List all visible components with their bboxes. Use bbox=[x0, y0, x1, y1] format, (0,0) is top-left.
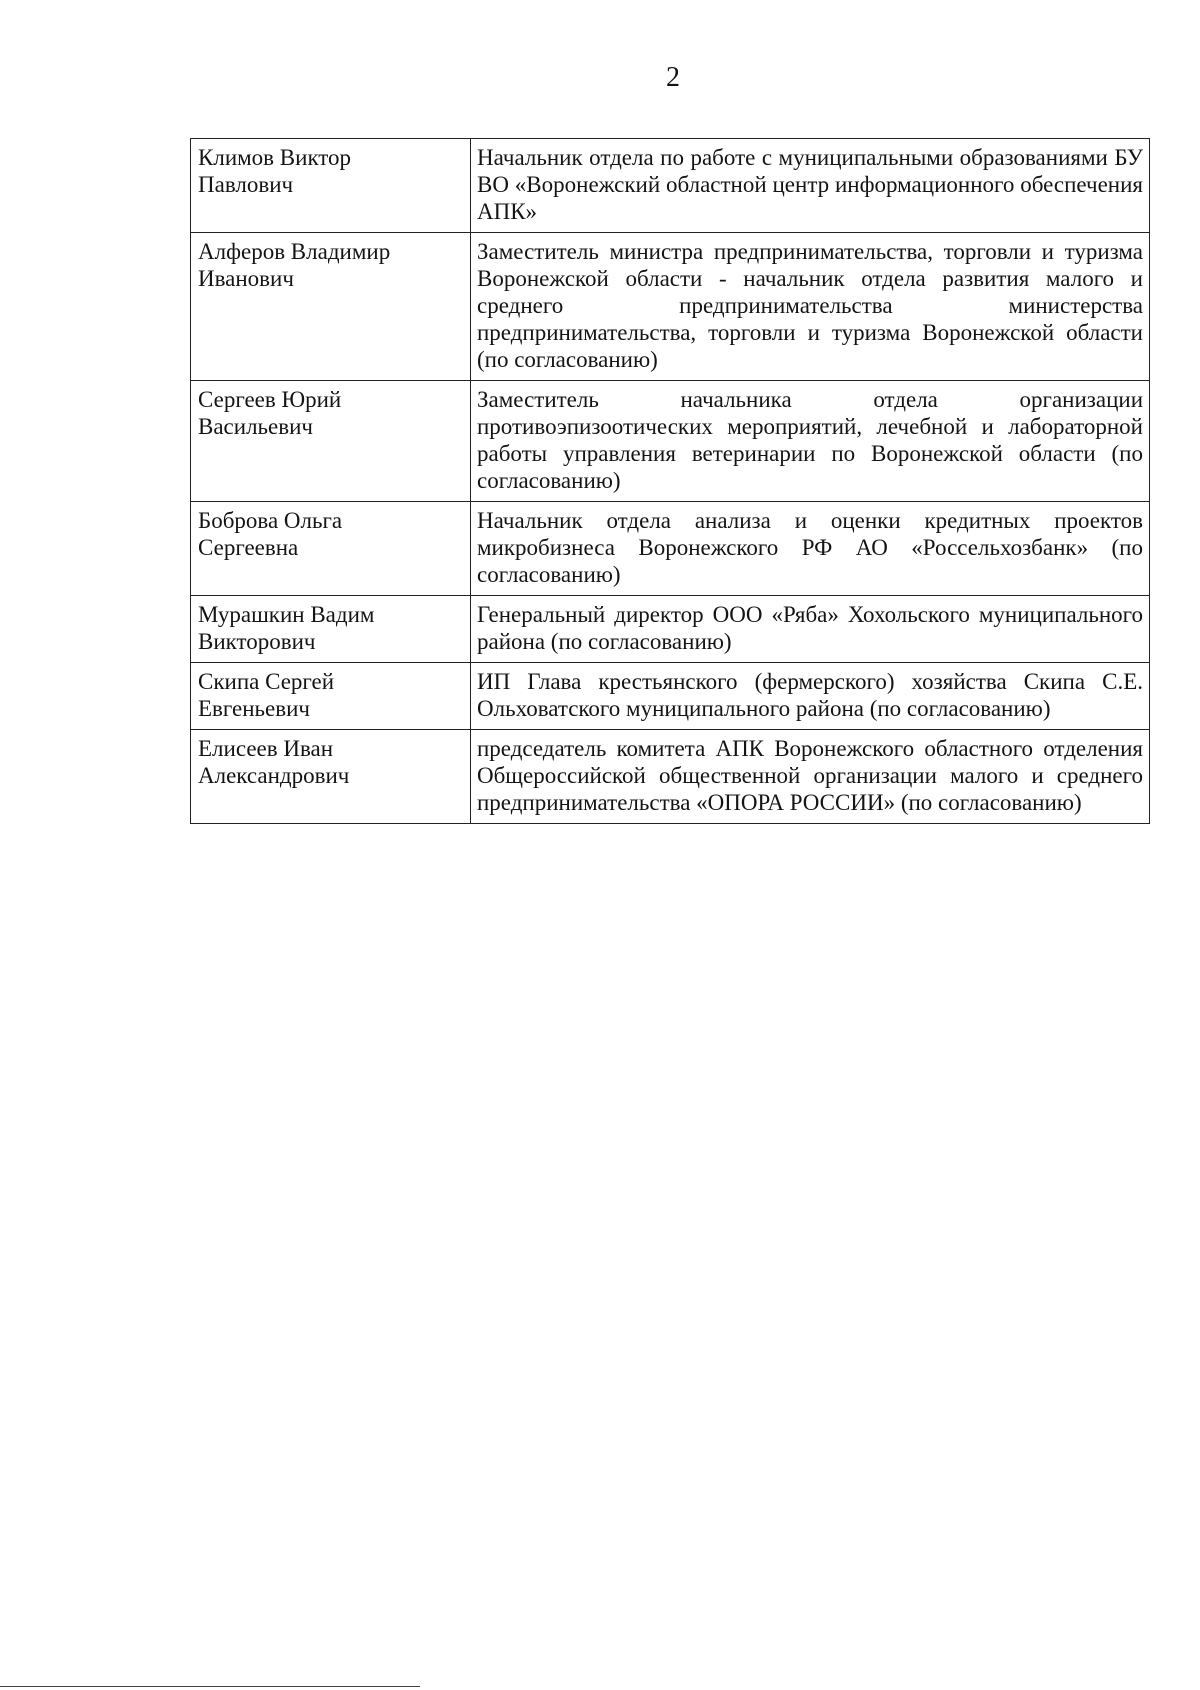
members-table bbox=[190, 138, 1150, 824]
member-patronymic: Иванович bbox=[198, 266, 294, 291]
member-patronymic: Васильевич bbox=[198, 414, 313, 439]
table-row bbox=[191, 233, 1150, 381]
table-row bbox=[191, 730, 1150, 824]
member-patronymic: Александрович bbox=[198, 763, 350, 788]
member-name-cell bbox=[191, 233, 471, 381]
table-row bbox=[191, 596, 1150, 663]
member-surname-first-name: Скипа Сергей bbox=[198, 669, 335, 694]
member-surname-first-name: Алферов Владимир bbox=[198, 239, 391, 264]
table-row bbox=[191, 139, 1150, 233]
member-surname-first-name: Елисеев Иван bbox=[198, 736, 334, 761]
member-name-cell bbox=[191, 381, 471, 502]
member-position: ИП Глава крестьянского (фермерского) хозяйства Скипа С.Е. Ольховатского муниципального района (по согласованию) bbox=[471, 663, 1150, 730]
member-surname-first-name: Мурашкин Вадим bbox=[198, 602, 375, 627]
page-number: 2 bbox=[666, 62, 680, 93]
member-position: председатель комитета АПК Воронежского областного отделения Общероссийской общественной организации малого и среднего предпринимательства «ОПОРА РОССИИ» (по согласованию) bbox=[471, 730, 1150, 824]
member-position: Заместитель начальника отдела организации противоэпизоотических мероприятий, лечебной и лабораторной работы управления ветеринарии по Воронежской области (по согласованию) bbox=[471, 381, 1150, 502]
member-surname-first-name: Боброва Ольга bbox=[198, 508, 343, 533]
member-position: Начальник отдела анализа и оценки кредитных проектов микробизнеса Воронежского РФ АО «Россельхозбанк» (по согласованию) bbox=[471, 502, 1150, 596]
member-position: Начальник отдела по работе с муниципальными образованиями БУ ВО «Воронежский областной центр информационного обеспечения АПК» bbox=[471, 139, 1150, 233]
member-surname-first-name: Климов Виктор bbox=[198, 145, 352, 170]
table-row bbox=[191, 381, 1150, 502]
member-surname-first-name: Сергеев Юрий bbox=[198, 387, 342, 412]
table-row bbox=[191, 663, 1150, 730]
page-bottom-rule bbox=[0, 1686, 420, 1687]
member-patronymic: Евгеньевич bbox=[198, 696, 310, 721]
table-row bbox=[191, 502, 1150, 596]
member-patronymic: Павлович bbox=[198, 172, 294, 197]
member-name-cell bbox=[191, 596, 471, 663]
member-position: Заместитель министра предпринимательства, торговли и туризма Воронежской области - начальник отдела развития малого и среднего предпринимательства министерства предпринимательства, торговли и туризма Воронежской области (по согласованию) bbox=[471, 233, 1150, 381]
member-patronymic: Викторович bbox=[198, 629, 316, 654]
member-patronymic: Сергеевна bbox=[198, 535, 299, 560]
member-name-cell bbox=[191, 139, 471, 233]
member-position: Генеральный директор ООО «Ряба» Хохольского муниципального района (по согласованию) bbox=[471, 596, 1150, 663]
member-name-cell bbox=[191, 663, 471, 730]
member-name-cell bbox=[191, 502, 471, 596]
member-name-cell bbox=[191, 730, 471, 824]
